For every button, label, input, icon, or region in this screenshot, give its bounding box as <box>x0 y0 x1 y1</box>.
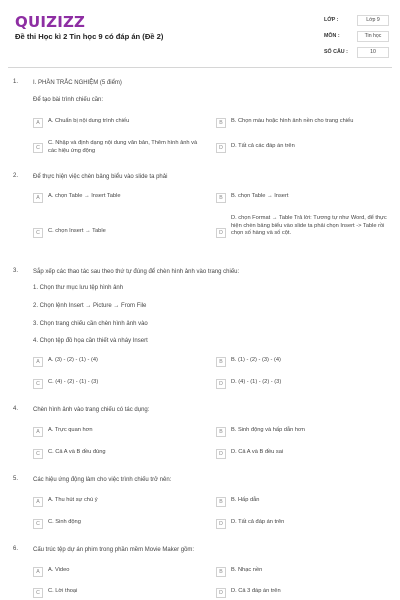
option-text: A. Trực quan hơn <box>48 427 93 433</box>
option-d[interactable] <box>216 588 381 598</box>
option-d[interactable] <box>216 215 391 238</box>
option-letter-box: D <box>216 449 226 459</box>
option-letter-box: C <box>33 449 43 459</box>
option-c[interactable] <box>33 588 198 598</box>
option-text: C. chọn Insert → Table <box>48 228 106 234</box>
option-c[interactable] <box>33 379 198 389</box>
option-b[interactable] <box>216 193 381 203</box>
option-c[interactable] <box>33 519 198 529</box>
option-letter-box: A <box>33 193 43 203</box>
option-letter-box: A <box>33 427 43 437</box>
worksheet-header <box>0 0 400 70</box>
question-text: I. PHẦN TRẮC NGHIỆM (5 điểm) <box>33 80 122 86</box>
option-c[interactable] <box>33 228 198 238</box>
worksheet-title: Đề thi Học kì 2 Tin học 9 có đáp án (Đề 2) <box>15 32 164 41</box>
option-letter-box: D <box>216 519 226 529</box>
option-letter-box: D <box>216 143 226 153</box>
option-b[interactable] <box>216 427 381 437</box>
option-d[interactable] <box>216 379 381 389</box>
option-letter-box: B <box>216 357 226 367</box>
option-c[interactable] <box>33 449 198 459</box>
option-text: D. Tất cả đáp án trên <box>231 519 285 525</box>
option-a[interactable] <box>33 567 198 577</box>
option-letter-box: B <box>216 193 226 203</box>
subject-field[interactable]: Tin học <box>357 31 389 42</box>
option-text: B. chọn Table → Insert <box>231 193 289 199</box>
option-text: C. Cả A và B đều đúng <box>48 449 106 455</box>
option-b[interactable] <box>216 357 381 367</box>
option-letter-box: B <box>216 118 226 128</box>
option-text: D. Cả A và B đều sai <box>231 449 284 455</box>
option-letter-box: A <box>33 118 43 128</box>
question-subtext: Để tạo bài trình chiếu cần: <box>33 97 104 103</box>
option-d[interactable] <box>216 143 381 153</box>
option-text: A. Video <box>48 567 70 573</box>
option-text: A. (3) - (2) - (1) - (4) <box>48 357 98 363</box>
option-text: A. Chuẩn bị nội dung trình chiếu <box>48 118 130 124</box>
option-b[interactable] <box>216 497 381 507</box>
question-step: 2. Chọn lệnh Insert → Picture → From File <box>33 303 147 309</box>
question-step: 1. Chọn thư mục lưu tệp hình ảnh <box>33 285 124 291</box>
option-letter-box: B <box>216 567 226 577</box>
option-text: B. (1) - (2) - (3) - (4) <box>231 357 281 363</box>
option-b[interactable] <box>216 118 391 128</box>
question-text: Cấu trúc tệp dự án phim trong phần mềm Movie Maker gồm: <box>33 547 195 553</box>
option-a[interactable] <box>33 427 198 437</box>
option-text: C. (4) - (2) - (1) - (3) <box>48 379 99 385</box>
question-number: 2. <box>13 173 19 179</box>
option-letter-box: C <box>33 379 43 389</box>
meta-row-subject <box>324 28 392 44</box>
meta-label: MÔN : <box>324 33 340 39</box>
option-text: A. Thu hút sự chú ý <box>48 497 98 503</box>
option-text: C. Lời thoại <box>48 588 78 594</box>
option-text: B. Nhạc nền <box>231 567 263 573</box>
option-b[interactable] <box>216 567 381 577</box>
question-number: 1. <box>13 79 19 85</box>
option-d[interactable] <box>216 519 381 529</box>
option-c[interactable] <box>33 140 198 155</box>
option-letter-box: C <box>33 228 43 238</box>
question-text: Các hiệu ứng động làm cho việc trình chiếu trở nên: <box>33 477 172 483</box>
option-letter-box: C <box>33 143 43 153</box>
question-number: 5. <box>13 476 19 482</box>
option-a[interactable] <box>33 497 198 507</box>
question-number: 3. <box>13 268 19 274</box>
meta-label: SỐ CÂU : <box>324 49 348 55</box>
option-letter-box: C <box>33 519 43 529</box>
question-number: 6. <box>13 546 19 552</box>
option-text: B. Sinh động và hấp dẫn hơn <box>231 427 305 433</box>
class-field[interactable]: Lớp 9 <box>357 15 389 26</box>
option-letter-box: C <box>33 588 43 598</box>
option-text: A. chọn Table → Insert Table <box>48 193 121 199</box>
option-text: D. chọn Format → Table Trả lời: Tương tự như Word, để thực hiện chèn bảng biểu vào slide ta phải chọn Insert -> Table rồi chọn số hàng và số cột. <box>231 215 387 236</box>
option-letter-box: D <box>216 379 226 389</box>
option-text: D. (4) - (1) - (2) - (3) <box>231 379 282 385</box>
meta-row-class <box>324 12 392 28</box>
meta-panel <box>324 12 392 60</box>
option-letter-box: B <box>216 497 226 507</box>
option-text: D. Tất cả các đáp án trên <box>231 143 295 149</box>
meta-label: LỚP : <box>324 17 339 23</box>
option-text: C. Sinh động <box>48 519 81 525</box>
question-number: 4. <box>13 406 19 412</box>
question-step: 3. Chọn trang chiếu cần chèn hình ảnh vào <box>33 321 148 327</box>
option-letter-box: A <box>33 497 43 507</box>
question-count-field[interactable]: 10 <box>357 47 389 58</box>
option-a[interactable] <box>33 118 198 128</box>
question-text: Sắp xếp các thao tác sau theo thứ tự đúng để chèn hình ảnh vào trang chiếu: <box>33 269 240 275</box>
question-text: Chèn hình ảnh vào trang chiếu có tác dụng: <box>33 407 150 413</box>
option-a[interactable] <box>33 193 198 203</box>
option-text: B. Chọn màu hoặc hình ảnh nền cho trang chiếu <box>231 118 354 124</box>
header-divider <box>8 67 392 68</box>
option-letter-box: A <box>33 567 43 577</box>
option-text: C. Nhập và định dạng nội dung văn bản, Thêm hình ảnh và các hiệu ứng động <box>48 140 198 154</box>
option-d[interactable] <box>216 449 381 459</box>
question-text: Để thực hiện việc chèn bảng biểu vào slide ta phải <box>33 174 168 180</box>
option-letter-box: A <box>33 357 43 367</box>
option-letter-box: D <box>216 588 226 598</box>
option-text: B. Hấp dẫn <box>231 497 260 503</box>
quizizz-logo: QUIZIZZ <box>15 13 86 31</box>
meta-row-count <box>324 44 392 60</box>
question-step: 4. Chọn tệp đồ họa cần thiết và nháy Insert <box>33 338 148 344</box>
option-a[interactable] <box>33 357 198 367</box>
option-letter-box: B <box>216 427 226 437</box>
option-letter-box: D <box>216 228 226 238</box>
option-text: D. Cả 3 đáp án trên <box>231 588 281 594</box>
